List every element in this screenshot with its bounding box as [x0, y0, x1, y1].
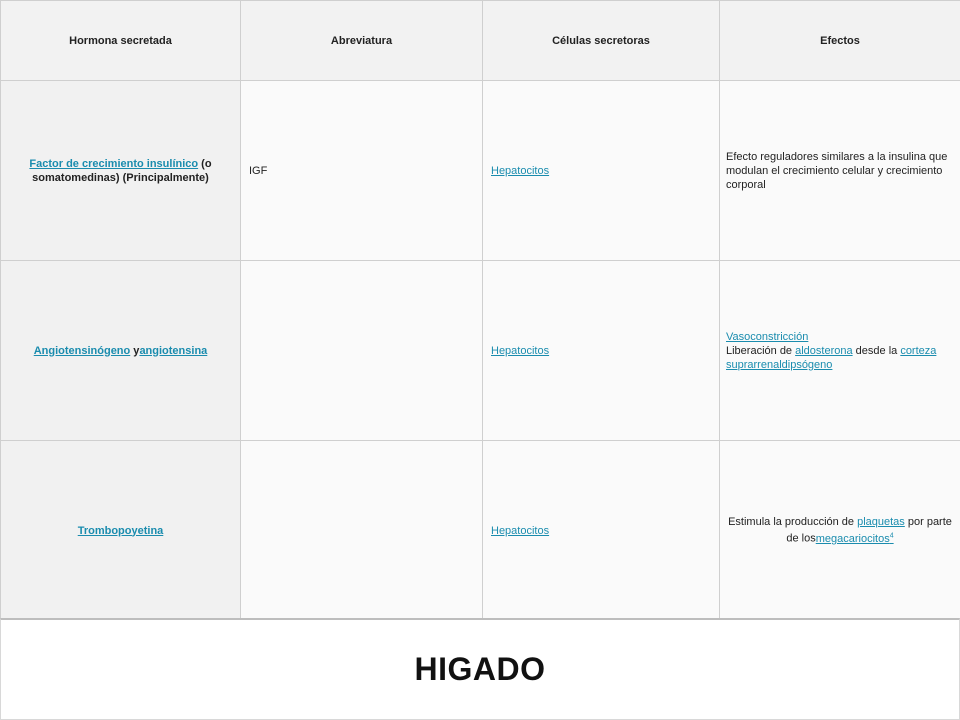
effects-text: Efecto reguladores similares a la insulina que modulan el crecimiento celular y crecimiento corporal: [726, 150, 948, 191]
effects-link-text: megacariocitos: [815, 532, 890, 545]
effects-cell: [720, 81, 960, 261]
cells-cell: [483, 81, 720, 261]
table-row: [1, 441, 960, 621]
header-hormone: Hormona secretada: [1, 1, 241, 81]
footnote-marker: 4: [889, 532, 894, 540]
effects-link[interactable]: plaquetas: [857, 516, 905, 529]
header-effects: Efectos: [720, 1, 960, 81]
cells-link[interactable]: Hepatocitos: [491, 344, 550, 357]
cells-link[interactable]: Hepatocitos: [491, 164, 550, 177]
effects-text: desde la: [852, 344, 901, 357]
hormone-cell: [1, 81, 241, 261]
header-cells: Células secretoras: [483, 1, 720, 81]
effects-link[interactable]: aldosterona: [795, 344, 853, 357]
effects-cell: [720, 441, 960, 621]
table-row: [1, 81, 960, 261]
header-abbreviation: Abreviatura: [241, 1, 483, 81]
section-title: HIGADO: [414, 651, 546, 687]
effects-text: Estimula la producción de: [728, 516, 858, 529]
abbreviation-cell: [241, 441, 483, 621]
hormone-link[interactable]: Angiotensinógeno: [33, 344, 131, 357]
hormone-cell: [1, 441, 241, 621]
table-row: [1, 261, 960, 441]
hormone-text: y: [130, 344, 140, 357]
hormone-text: (o somatomedinas) (Principalmente): [32, 157, 212, 184]
cells-link[interactable]: Hepatocitos: [491, 524, 550, 537]
abbreviation-cell: IGF: [241, 81, 483, 261]
section-title-box: [0, 618, 960, 720]
cells-cell: [483, 441, 720, 621]
effects-link[interactable]: Vasoconstricción: [726, 330, 809, 343]
cells-cell: [483, 261, 720, 441]
abbreviation-cell: [241, 261, 483, 441]
hormone-link[interactable]: angiotensina: [139, 344, 208, 357]
hormone-cell: [1, 261, 241, 441]
effects-cell: [720, 261, 960, 441]
effects-link[interactable]: [816, 533, 894, 545]
hormone-link[interactable]: Factor de crecimiento insulínico: [29, 157, 199, 170]
effects-text: Liberación de: [726, 344, 796, 357]
header-row: [1, 1, 960, 81]
effects-link[interactable]: corteza suprarrenaldipsógeno: [726, 344, 937, 371]
effects-text: por parte de los: [786, 516, 952, 545]
hormone-link[interactable]: Trombopoyetina: [77, 524, 164, 537]
